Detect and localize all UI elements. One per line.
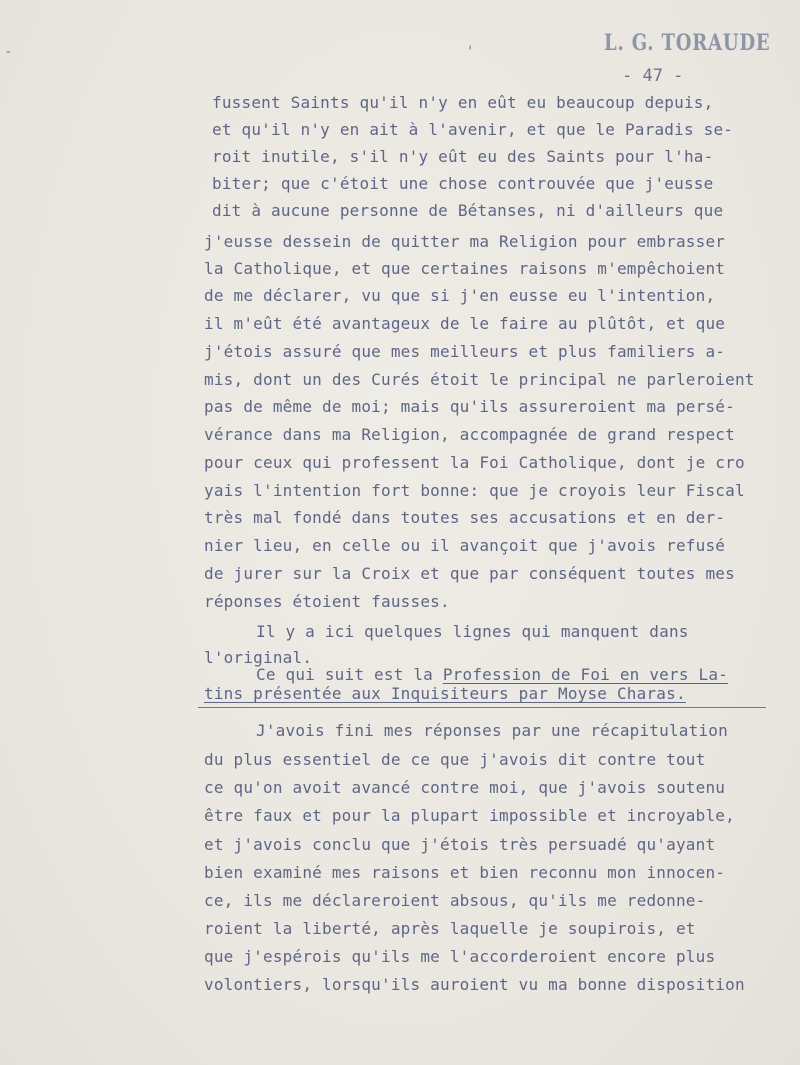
text-line: la Catholique, et que certaines raisons m'empêchoient [204, 259, 726, 278]
text-line: et qu'il n'y en ait à l'avenir, et que le Paradis se- [212, 120, 734, 139]
text-line: très mal fondé dans toutes ses accusations et en der- [204, 508, 726, 527]
editorial-note-line: l'original. [204, 648, 313, 667]
text-line: yais l'intention fort bonne: que je croyois leur Fiscal [204, 481, 745, 500]
heading-plain-text: Ce qui suit est la [256, 665, 443, 684]
text-line: mis, dont un des Curés étoit le principal ne parleroient [204, 370, 755, 389]
heading-underlined-text: Profession de Foi en vers La- [442, 665, 728, 684]
text-line: fussent Saints qu'il n'y en eût eu beaucoup depuis, [212, 93, 714, 112]
text-line: roit inutile, s'il n'y eût eu des Saints pour l'ha- [212, 147, 714, 166]
text-line: réponses étoient fausses. [204, 592, 450, 611]
text-line: que j'espérois qu'ils me l'accorderoient encore plus [204, 947, 716, 966]
text-line: être faux et pour la plupart impossible et incroyable, [204, 806, 735, 825]
top-tick: ' [466, 44, 475, 60]
text-line: J'avois fini mes réponses par une récapitulation [256, 721, 728, 740]
text-line: de me déclarer, vu que si j'en eusse eu l'intention, [204, 286, 716, 305]
text-line: du plus essentiel de ce que j'avois dit contre tout [204, 750, 706, 769]
text-line: roient la liberté, après laquelle je soupirois, et [204, 919, 696, 938]
text-line: biter; que c'étoit une chose controuvée que j'eusse [212, 174, 714, 193]
text-line: nier lieu, en celle ou il avançoit que j'avois refusé [204, 536, 726, 555]
text-line: de jurer sur la Croix et que par conséquent toutes mes [204, 564, 735, 583]
text-line: ce qu'on avoit avancé contre moi, que j'avois soutenu [204, 778, 726, 797]
text-line: et j'avois conclu que j'étois très persuadé qu'ayant [204, 835, 716, 854]
top-left-tick: - [4, 44, 13, 60]
section-divider [198, 707, 766, 708]
text-line: bien examiné mes raisons et bien reconnu mon innocen- [204, 863, 726, 882]
text-line: ce, ils me déclareroient absous, qu'ils me redonne- [204, 891, 706, 910]
text-line: il m'eût été avantageux de le faire au plûtôt, et que [204, 314, 726, 333]
page-number: - 47 - [622, 66, 684, 86]
editorial-note-line: Il y a ici quelques lignes qui manquent dans [256, 622, 689, 641]
text-line: pas de même de moi; mais qu'ils assureroient ma persé- [204, 397, 735, 416]
text-line: volontiers, lorsqu'ils auroient vu ma bonne disposition [204, 975, 745, 994]
section-heading-line: tins présentée aux Inquisiteurs par Moyse Charas. [204, 684, 686, 703]
text-line: vérance dans ma Religion, accompagnée de grand respect [204, 425, 735, 444]
text-line: j'eusse dessein de quitter ma Religion pour embrasser [204, 232, 726, 251]
text-line: dit à aucune personne de Bétanses, ni d'ailleurs que [212, 201, 724, 220]
text-line: j'étois assuré que mes meilleurs et plus familiers a- [204, 342, 726, 361]
text-line: pour ceux qui professent la Foi Catholique, dont je cro [204, 453, 745, 472]
owner-stamp: L. G. TORAUDE [604, 30, 771, 56]
